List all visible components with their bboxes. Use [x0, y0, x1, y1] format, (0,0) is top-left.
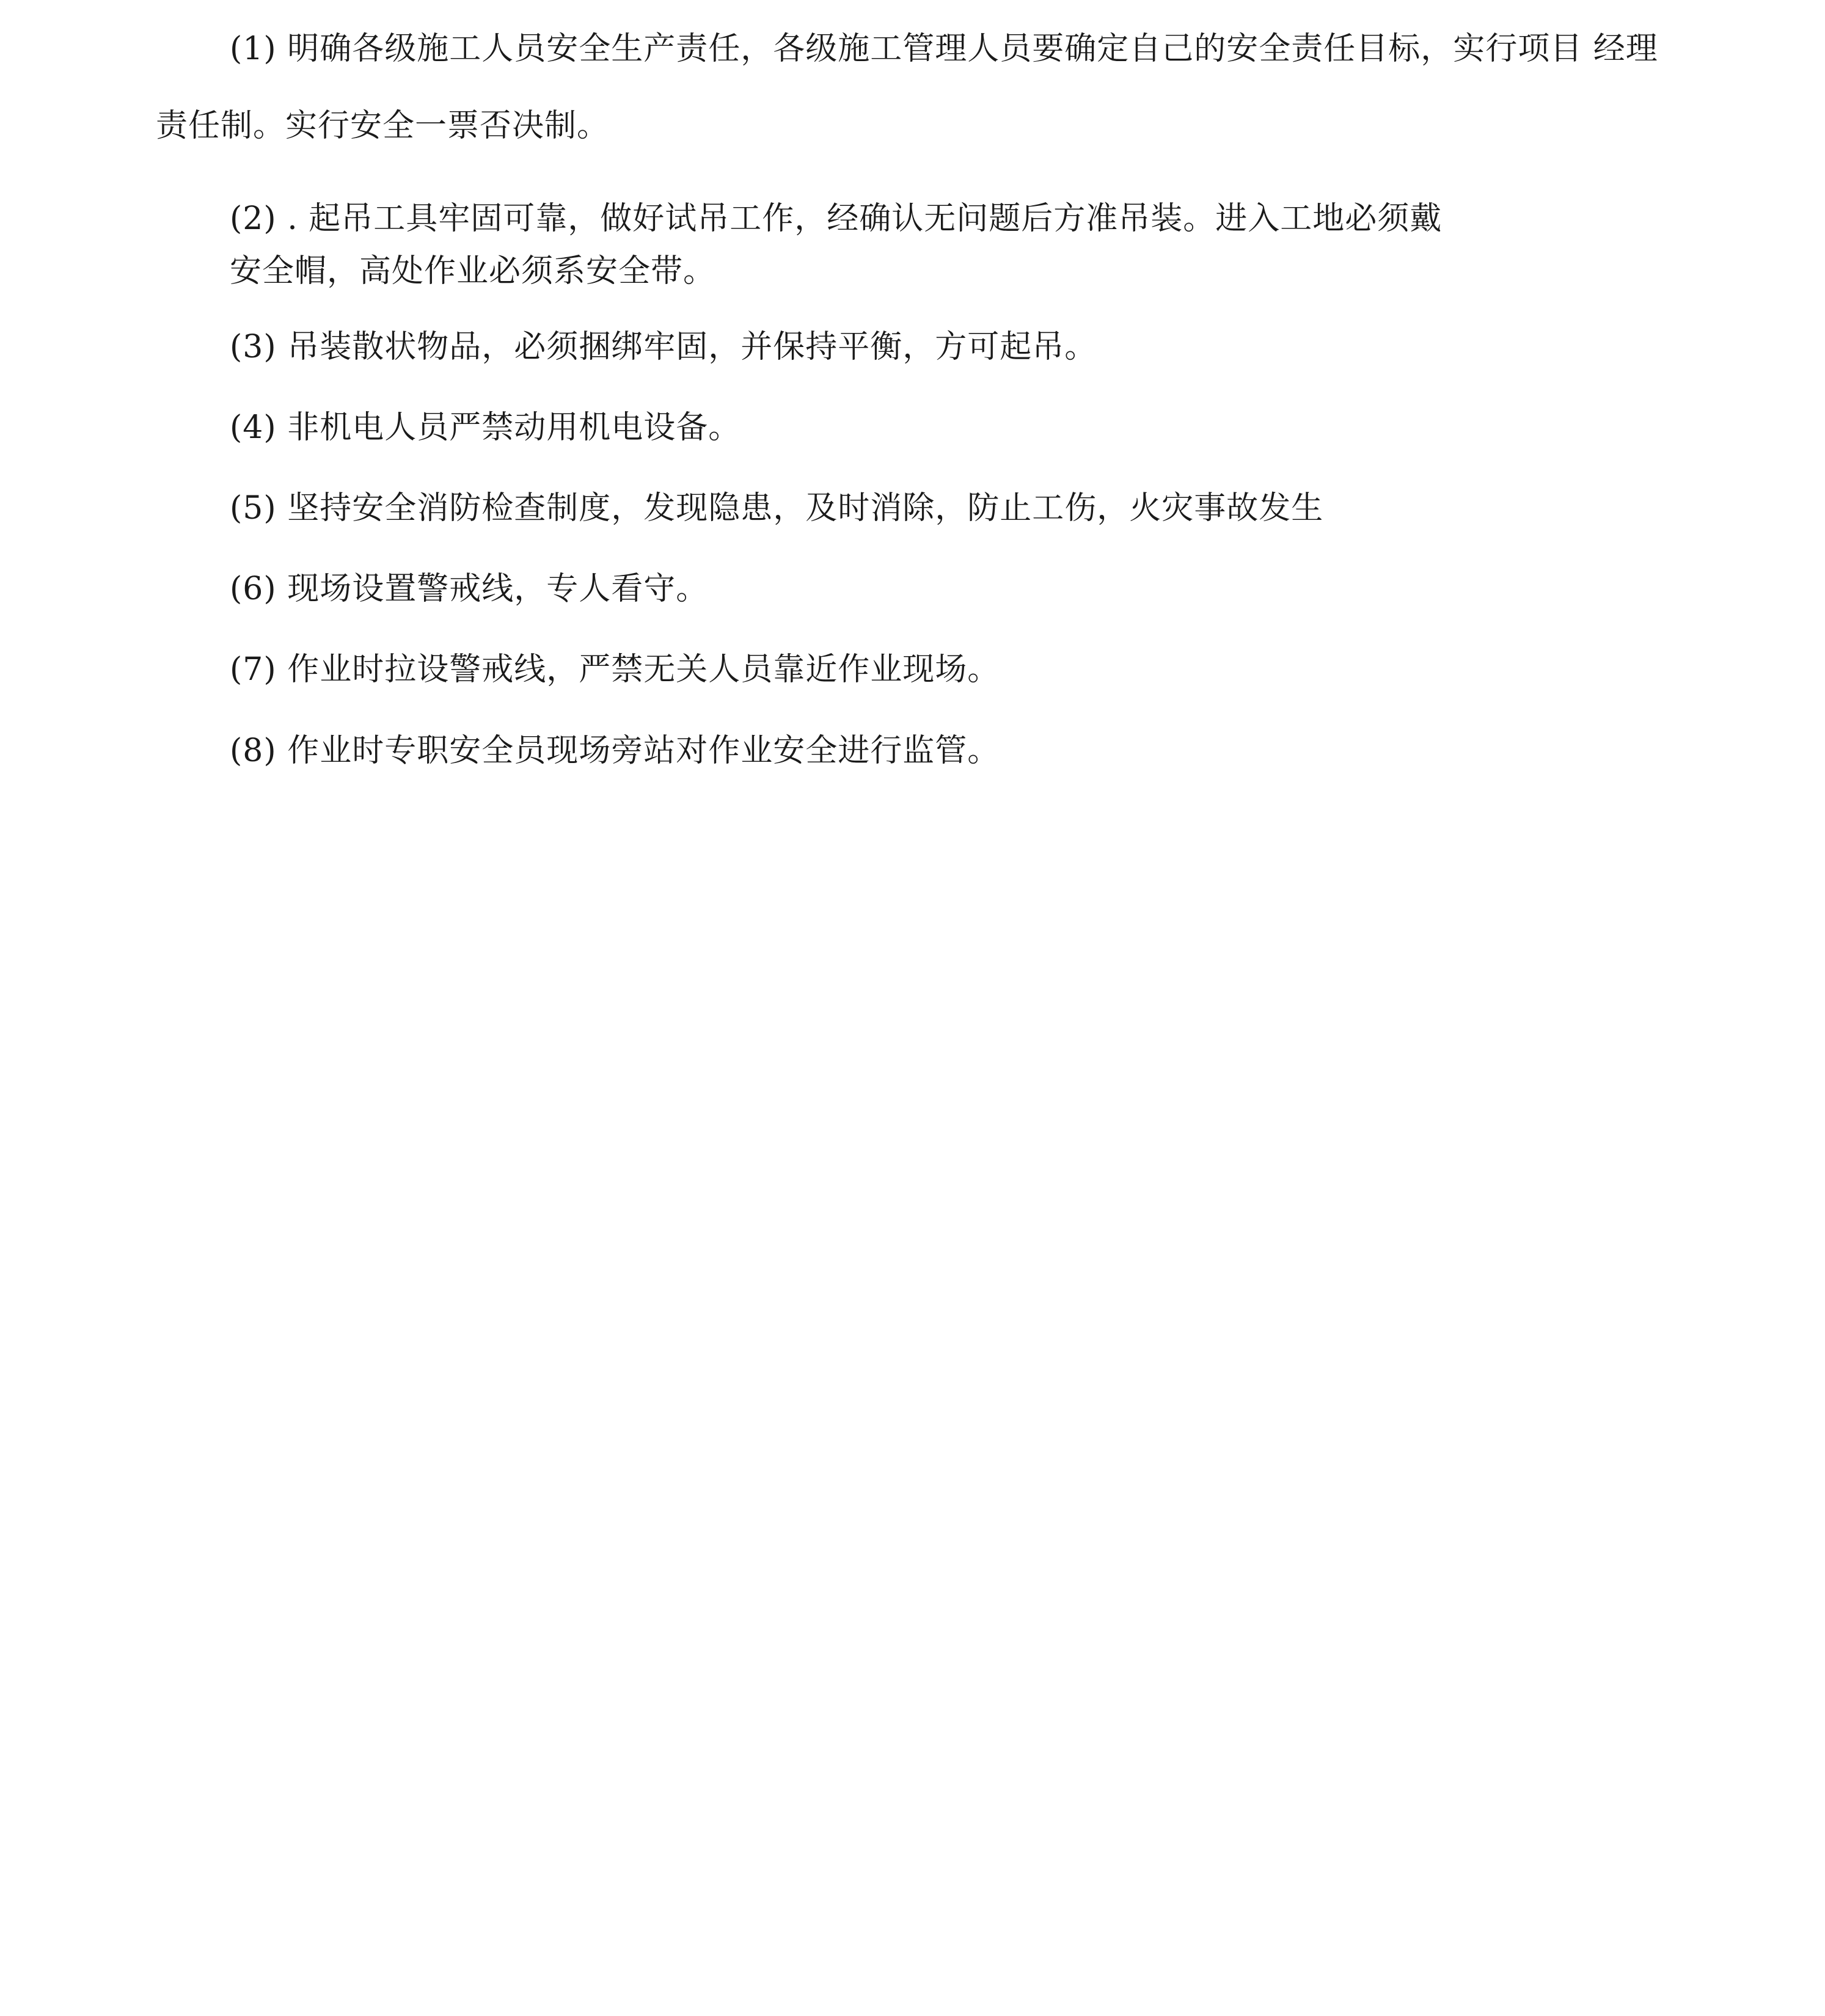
- item-6: (6) 现场设置警戒线，专人看守。: [230, 571, 709, 607]
- item-8: (8) 作业时专职安全员现场旁站对作业安全进行监管。: [230, 732, 1000, 769]
- item-1-line-1: (1) 明确各级施工人员安全生产责任，各级施工管理人员要确定自己的安全责任目标，实行项目 经理: [230, 31, 1658, 67]
- item-5: (5) 坚持安全消防检查制度，发现隐患，及时消除，防止工伤，火灾事故发生: [230, 490, 1324, 527]
- item-4: (4) 非机电人员严禁动用机电设备。: [230, 409, 741, 446]
- item-7: (7) 作业时拉设警戒线，严禁无关人员靠近作业现场。: [230, 651, 1000, 688]
- item-2-line-2: 安全帽，高处作业必须系安全带。: [230, 253, 716, 290]
- item-3: (3) 吊装散状物品，必须捆绑牢固，并保持平衡，方可起吊。: [230, 329, 1097, 365]
- item-1-line-2: 责任制。实行安全一票否决制。: [156, 108, 610, 144]
- item-2-line-1: (2) . 起吊工具牢固可靠，做好试吊工作，经确认无问题后方准吊装。进入工地必须戴: [230, 200, 1443, 237]
